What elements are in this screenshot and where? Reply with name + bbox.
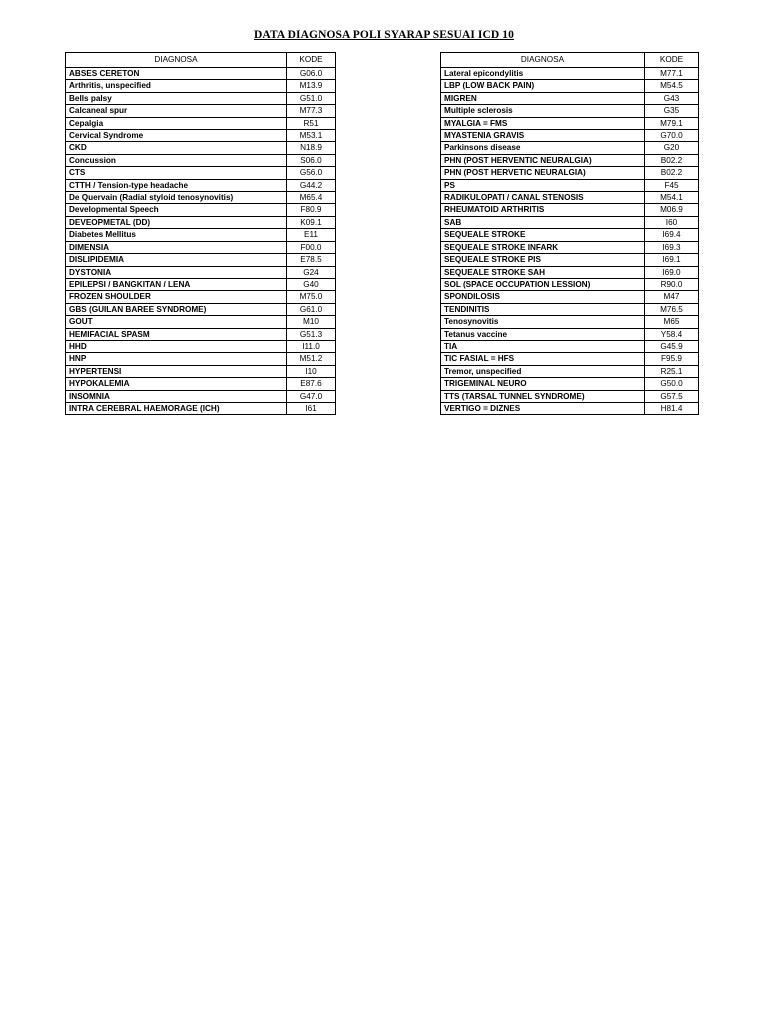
diagnosa-cell: SEQUEALE STROKE SAH xyxy=(441,266,645,278)
table-row xyxy=(66,266,336,278)
diagnosa-cell: Developmental Speech xyxy=(66,204,287,216)
table-row xyxy=(66,142,336,154)
kode-cell: M53.1 xyxy=(287,130,336,142)
diagnosa-cell: Tenosynovitis xyxy=(441,316,645,328)
diagnosa-cell: Tremor, unspecified xyxy=(441,365,645,377)
table-row xyxy=(66,229,336,241)
diagnosa-cell: GBS (GUILAN BAREE SYNDROME) xyxy=(66,303,287,315)
diagnosa-cell: Arthritis, unspecified xyxy=(66,80,287,92)
table-row xyxy=(66,303,336,315)
diagnosa-cell: EPILEPSI / BANGKITAN / LENA xyxy=(66,278,287,290)
diagnosa-cell: TIA xyxy=(441,340,645,352)
kode-cell: M47 xyxy=(645,291,699,303)
diagnosa-cell: INTRA CEREBRAL HAEMORAGE (ICH) xyxy=(66,402,287,414)
table-row xyxy=(66,402,336,414)
table-row xyxy=(66,378,336,390)
column-header-kode: KODE xyxy=(645,53,699,68)
table-row xyxy=(441,402,699,414)
diagnosa-cell: Calcaneal spur xyxy=(66,105,287,117)
diagnosa-cell: Lateral epicondylitis xyxy=(441,68,645,80)
diagnosa-cell: FROZEN SHOULDER xyxy=(66,291,287,303)
kode-cell: G06.0 xyxy=(287,68,336,80)
diagnosa-cell: TTS (TARSAL TUNNEL SYNDROME) xyxy=(441,390,645,402)
kode-cell: E78.5 xyxy=(287,254,336,266)
table-row xyxy=(441,167,699,179)
table-row xyxy=(441,229,699,241)
table-row xyxy=(66,328,336,340)
table-row xyxy=(66,291,336,303)
kode-cell: G24 xyxy=(287,266,336,278)
diagnosa-cell: De Quervain (Radial styloid tenosynovitis) xyxy=(66,192,287,204)
kode-cell: N18.9 xyxy=(287,142,336,154)
table-row xyxy=(66,167,336,179)
kode-cell: G20 xyxy=(645,142,699,154)
diagnosa-cell: DIMENSIA xyxy=(66,241,287,253)
table-row xyxy=(441,179,699,191)
kode-cell: G43 xyxy=(645,92,699,104)
table-row xyxy=(441,80,699,92)
kode-cell: G44.2 xyxy=(287,179,336,191)
diagnosa-cell: MYASTENIA GRAVIS xyxy=(441,130,645,142)
diagnosa-cell: Cervical Syndrome xyxy=(66,130,287,142)
kode-cell: M65.4 xyxy=(287,192,336,204)
column-header-diagnosa: DIAGNOSA xyxy=(441,53,645,68)
kode-cell: Y58.4 xyxy=(645,328,699,340)
diagnosa-cell: SEQUEALE STROKE PIS xyxy=(441,254,645,266)
table-row xyxy=(441,92,699,104)
kode-cell: H81.4 xyxy=(645,402,699,414)
diagnosa-cell: TIC FASIAL = HFS xyxy=(441,353,645,365)
diagnosa-cell: Bells palsy xyxy=(66,92,287,104)
diagnosa-cell: TRIGEMINAL NEURO xyxy=(441,378,645,390)
kode-cell: I69.1 xyxy=(645,254,699,266)
diagnosa-cell: TENDINITIS xyxy=(441,303,645,315)
table-row xyxy=(66,340,336,352)
table-row xyxy=(441,254,699,266)
kode-cell: G51.0 xyxy=(287,92,336,104)
diagnosa-cell: SAB xyxy=(441,216,645,228)
table-row xyxy=(441,105,699,117)
diagnosa-cell: VERTIGO = DIZNES xyxy=(441,402,645,414)
table-row xyxy=(441,303,699,315)
diagnosa-cell: PHN (POST HERVETIC NEURALGIA) xyxy=(441,167,645,179)
table-row xyxy=(66,154,336,166)
diagnosa-cell: RHEUMATOID ARTHRITIS xyxy=(441,204,645,216)
table-row xyxy=(66,390,336,402)
kode-cell: R51 xyxy=(287,117,336,129)
diagnosa-cell: DYSTONIA xyxy=(66,266,287,278)
diagnosa-cell: Multiple sclerosis xyxy=(441,105,645,117)
kode-cell: B02.2 xyxy=(645,154,699,166)
kode-cell: I69.3 xyxy=(645,241,699,253)
kode-cell: I11.0 xyxy=(287,340,336,352)
table-row xyxy=(66,68,336,80)
table-body-left xyxy=(66,68,336,415)
table-row xyxy=(441,291,699,303)
table-row xyxy=(441,216,699,228)
diagnosa-cell: SPONDILOSIS xyxy=(441,291,645,303)
diagnosa-cell: LBP (LOW BACK PAIN) xyxy=(441,80,645,92)
table-row xyxy=(66,105,336,117)
kode-cell: F95.9 xyxy=(645,353,699,365)
diagnosa-cell: RADIKULOPATI / CANAL STENOSIS xyxy=(441,192,645,204)
diagnosa-cell: SEQUEALE STROKE INFARK xyxy=(441,241,645,253)
kode-cell: M10 xyxy=(287,316,336,328)
table-row xyxy=(66,254,336,266)
table-row xyxy=(66,192,336,204)
diagnosa-cell: SEQUEALE STROKE xyxy=(441,229,645,241)
kode-cell: M77.3 xyxy=(287,105,336,117)
diagnosa-cell: PS xyxy=(441,179,645,191)
diagnosa-cell: Cepalgia xyxy=(66,117,287,129)
table-row xyxy=(441,154,699,166)
table-row xyxy=(66,80,336,92)
diagnosa-cell: PHN (POST HERVENTIC NEURALGIA) xyxy=(441,154,645,166)
kode-cell: I60 xyxy=(645,216,699,228)
table-row xyxy=(66,241,336,253)
table-row xyxy=(441,192,699,204)
table-row xyxy=(66,92,336,104)
diagnosa-cell: INSOMNIA xyxy=(66,390,287,402)
kode-cell: F45 xyxy=(645,179,699,191)
diagnosa-cell: ABSES CERETON xyxy=(66,68,287,80)
kode-cell: G35 xyxy=(645,105,699,117)
kode-cell: M75.0 xyxy=(287,291,336,303)
table-row xyxy=(441,266,699,278)
kode-cell: M79.1 xyxy=(645,117,699,129)
kode-cell: S06.0 xyxy=(287,154,336,166)
table-row xyxy=(441,390,699,402)
diagnosis-table-left xyxy=(65,52,336,415)
table-row xyxy=(66,117,336,129)
diagnosa-cell: MYALGIA = FMS xyxy=(441,117,645,129)
kode-cell: G45.9 xyxy=(645,340,699,352)
diagnosa-cell: HNP xyxy=(66,353,287,365)
kode-cell: F80.9 xyxy=(287,204,336,216)
table-row xyxy=(66,278,336,290)
kode-cell: G57.5 xyxy=(645,390,699,402)
kode-cell: E11 xyxy=(287,229,336,241)
table-row xyxy=(441,365,699,377)
column-header-kode: KODE xyxy=(287,53,336,68)
diagnosa-cell: Tetanus vaccine xyxy=(441,328,645,340)
kode-cell: M06.9 xyxy=(645,204,699,216)
kode-cell: G70.0 xyxy=(645,130,699,142)
kode-cell: M76.5 xyxy=(645,303,699,315)
kode-cell: G51.3 xyxy=(287,328,336,340)
table-row xyxy=(441,353,699,365)
table-row xyxy=(66,179,336,191)
kode-cell: G40 xyxy=(287,278,336,290)
table-row xyxy=(66,365,336,377)
kode-cell: B02.2 xyxy=(645,167,699,179)
table-body-right xyxy=(441,68,699,415)
table-row xyxy=(441,204,699,216)
diagnosa-cell: HYPERTENSI xyxy=(66,365,287,377)
diagnosis-table-right xyxy=(440,52,699,415)
table-header-row xyxy=(441,53,699,68)
kode-cell: G50.0 xyxy=(645,378,699,390)
table-row xyxy=(66,216,336,228)
kode-cell: M65 xyxy=(645,316,699,328)
diagnosa-cell: MIGREN xyxy=(441,92,645,104)
diagnosa-cell: GOUT xyxy=(66,316,287,328)
table-row xyxy=(441,142,699,154)
diagnosa-cell: DISLIPIDEMIA xyxy=(66,254,287,266)
table-row xyxy=(441,316,699,328)
kode-cell: I10 xyxy=(287,365,336,377)
diagnosa-cell: SOL (SPACE OCCUPATION LESSION) xyxy=(441,278,645,290)
kode-cell: M13.9 xyxy=(287,80,336,92)
table-row xyxy=(66,130,336,142)
column-header-diagnosa: DIAGNOSA xyxy=(66,53,287,68)
kode-cell: G56.0 xyxy=(287,167,336,179)
diagnosa-cell: HEMIFACIAL SPASM xyxy=(66,328,287,340)
kode-cell: I69.0 xyxy=(645,266,699,278)
kode-cell: I61 xyxy=(287,402,336,414)
diagnosa-cell: DEVEOPMETAL (DD) xyxy=(66,216,287,228)
table-row xyxy=(66,353,336,365)
table-header-row xyxy=(66,53,336,68)
kode-cell: E87.6 xyxy=(287,378,336,390)
page-title: DATA DIAGNOSA POLI SYARAP SESUAI ICD 10 xyxy=(254,29,514,41)
kode-cell: M51.2 xyxy=(287,353,336,365)
table-row xyxy=(441,278,699,290)
table-row xyxy=(441,117,699,129)
table-row xyxy=(441,130,699,142)
diagnosa-cell: HYPOKALEMIA xyxy=(66,378,287,390)
table-row xyxy=(441,328,699,340)
diagnosa-cell: CTS xyxy=(66,167,287,179)
kode-cell: M54.5 xyxy=(645,80,699,92)
table-row xyxy=(441,340,699,352)
kode-cell: M54.1 xyxy=(645,192,699,204)
kode-cell: F00.0 xyxy=(287,241,336,253)
table-row xyxy=(441,68,699,80)
table-row xyxy=(441,378,699,390)
table-row xyxy=(66,204,336,216)
kode-cell: R25.1 xyxy=(645,365,699,377)
kode-cell: K09.1 xyxy=(287,216,336,228)
diagnosa-cell: CTTH / Tension-type headache xyxy=(66,179,287,191)
kode-cell: M77.1 xyxy=(645,68,699,80)
kode-cell: G61.0 xyxy=(287,303,336,315)
kode-cell: I69.4 xyxy=(645,229,699,241)
diagnosa-cell: Concussion xyxy=(66,154,287,166)
kode-cell: R90.0 xyxy=(645,278,699,290)
diagnosa-cell: Parkinsons disease xyxy=(441,142,645,154)
table-row xyxy=(66,316,336,328)
diagnosa-cell: CKD xyxy=(66,142,287,154)
table-row xyxy=(441,241,699,253)
kode-cell: G47.0 xyxy=(287,390,336,402)
diagnosa-cell: HHD xyxy=(66,340,287,352)
diagnosa-cell: Diabetes Mellitus xyxy=(66,229,287,241)
